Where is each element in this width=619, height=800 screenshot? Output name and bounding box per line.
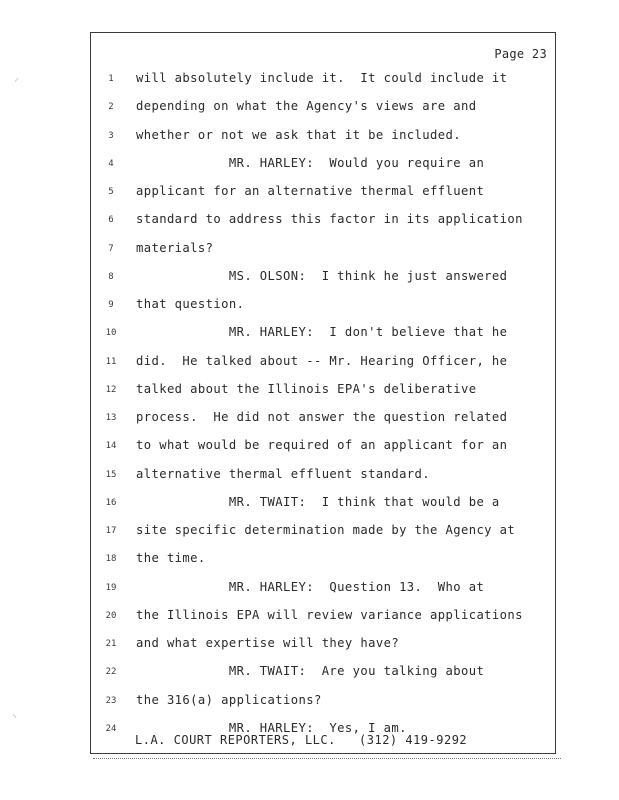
transcript-line bbox=[91, 128, 557, 148]
transcript-line bbox=[91, 269, 557, 289]
transcript-line bbox=[91, 382, 557, 402]
line-number: 2 bbox=[108, 102, 114, 113]
line-text: MR. HARLEY: Would you require an bbox=[136, 155, 485, 170]
transcript-line bbox=[91, 325, 557, 345]
line-text: MR. HARLEY: Yes, I am. bbox=[136, 720, 407, 735]
line-number: 19 bbox=[105, 582, 117, 593]
line-text: applicant for an alternative thermal effluent bbox=[136, 184, 485, 198]
transcript-line bbox=[91, 580, 557, 600]
line-number: 17 bbox=[105, 526, 117, 536]
line-number: 24 bbox=[105, 723, 117, 734]
line-number: 5 bbox=[108, 187, 114, 197]
transcript-line bbox=[91, 156, 557, 176]
line-text: MR. TWAIT: Are you talking about bbox=[136, 664, 485, 679]
line-number: 4 bbox=[108, 158, 114, 169]
line-number: 1 bbox=[108, 74, 114, 84]
line-number: 11 bbox=[105, 356, 117, 367]
line-text: talked about the Illinois EPA's deliberative bbox=[136, 381, 477, 396]
line-number: 13 bbox=[105, 413, 117, 423]
scan-speck: ⸜ bbox=[12, 709, 17, 720]
line-number: 21 bbox=[105, 639, 117, 649]
transcript-line bbox=[91, 664, 557, 684]
transcript-line bbox=[91, 212, 557, 232]
transcript-line bbox=[91, 438, 557, 458]
line-text: site specific determination made by the Agency at bbox=[136, 523, 516, 537]
line-text: the Illinois EPA will review variance applications bbox=[136, 607, 523, 622]
transcript-line bbox=[91, 99, 557, 119]
line-text: standard to address this factor in its application bbox=[136, 212, 523, 227]
transcript-line bbox=[91, 693, 557, 713]
line-number: 22 bbox=[105, 667, 117, 678]
line-number: 16 bbox=[105, 497, 117, 508]
reporter-footer: L.A. COURT REPORTERS, LLC. (312) 419-9292 bbox=[135, 733, 468, 747]
transcript-page bbox=[90, 32, 556, 754]
line-number: 15 bbox=[105, 469, 117, 480]
line-text: the 316(a) applications? bbox=[136, 692, 322, 707]
line-text: process. He did not answer the question related bbox=[136, 410, 508, 424]
line-text: to what would be required of an applicant for an bbox=[136, 438, 508, 453]
line-text: materials? bbox=[136, 240, 214, 255]
transcript-line bbox=[91, 495, 557, 515]
page-number: Page 23 bbox=[494, 47, 547, 61]
line-number: 6 bbox=[108, 215, 114, 226]
line-text: the time. bbox=[136, 551, 206, 566]
transcript-line bbox=[91, 551, 557, 571]
transcript-line bbox=[91, 241, 557, 261]
line-number: 7 bbox=[108, 243, 114, 254]
transcript-line bbox=[91, 467, 557, 487]
line-number: 20 bbox=[105, 610, 117, 621]
line-number: 9 bbox=[108, 300, 114, 310]
line-number: 18 bbox=[105, 554, 117, 565]
line-text: MR. HARLEY: Question 13. Who at bbox=[136, 579, 485, 594]
line-text: MR. TWAIT: I think that would be a bbox=[136, 494, 500, 509]
line-number: 23 bbox=[105, 695, 117, 706]
line-text: MR. HARLEY: I don't believe that he bbox=[136, 325, 508, 340]
transcript-line bbox=[91, 184, 557, 204]
line-number: 10 bbox=[105, 328, 117, 339]
line-text: that question. bbox=[136, 297, 245, 311]
transcript-line bbox=[91, 608, 557, 628]
line-text: MS. OLSON: I think he just answered bbox=[136, 268, 508, 283]
transcript-line bbox=[91, 523, 557, 543]
transcript-line bbox=[91, 71, 557, 91]
scan-speck: ⸝ bbox=[14, 73, 19, 84]
transcript-line bbox=[91, 410, 557, 430]
line-text: and what expertise will they have? bbox=[136, 636, 400, 650]
line-text: did. He talked about -- Mr. Hearing Officer, he bbox=[136, 353, 508, 368]
line-text: whether or not we ask that it be included. bbox=[136, 127, 461, 142]
line-number: 12 bbox=[105, 384, 117, 395]
line-number: 8 bbox=[108, 271, 114, 282]
transcript-line bbox=[91, 297, 557, 317]
transcript-line bbox=[91, 636, 557, 656]
transcript-line bbox=[91, 354, 557, 374]
line-text: depending on what the Agency's views are and bbox=[136, 99, 477, 114]
line-text: will absolutely include it. It could include it bbox=[136, 71, 508, 85]
line-text: alternative thermal effluent standard. bbox=[136, 466, 431, 481]
line-number: 3 bbox=[108, 130, 114, 141]
line-number: 14 bbox=[105, 441, 117, 452]
